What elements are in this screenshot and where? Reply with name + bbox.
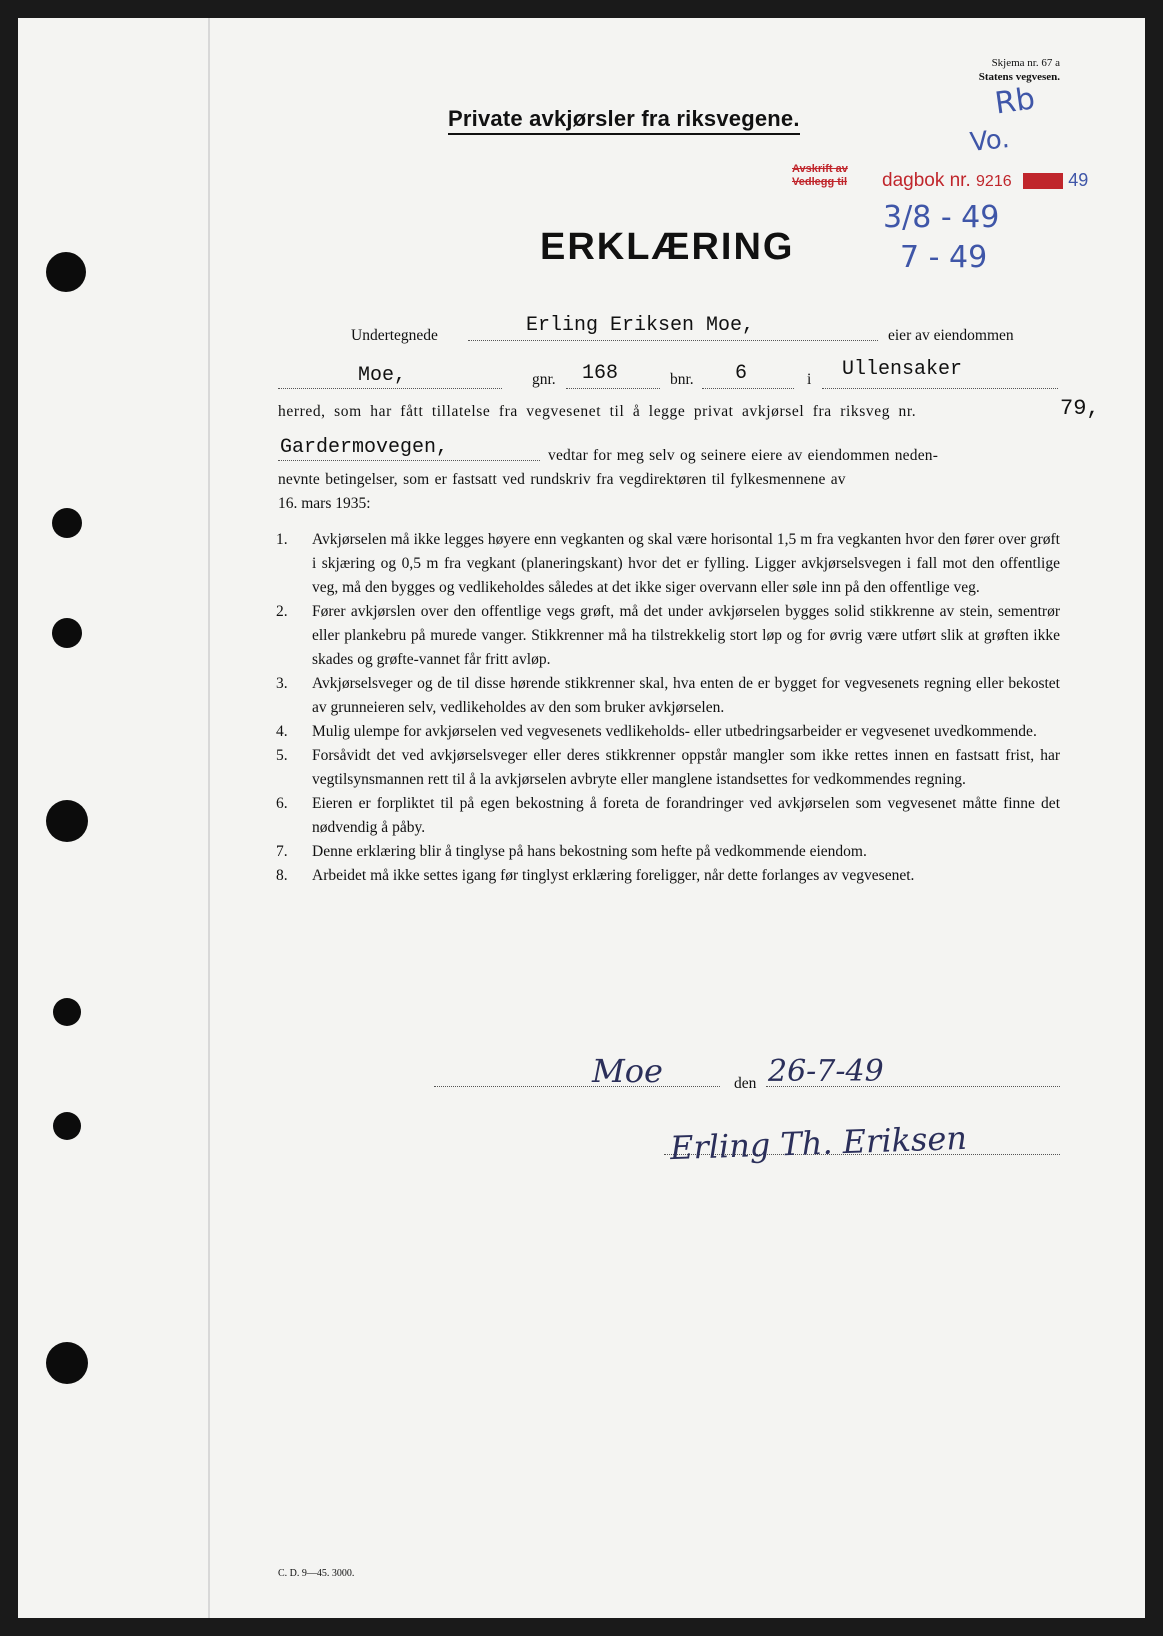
condition-item (276, 720, 1060, 744)
condition-text: Avkjørselen må ikke legges høyere enn vegkanten og skal være horisontal 1,5 m fra vegkanten hvor den fører over grøft i skjæring og 0,5 m fra vegkant (planeringskant) hvor det er fylling. Ligger avkjørselsvegen i fall mot den offentlige veg, må den bygges og vedlikeholdes således at det ikke siger overvann eller søle inn på den offentlige veg. (312, 531, 1060, 596)
road-name: Gardermovegen, (280, 436, 449, 459)
document-title: ERKLÆRING (540, 226, 795, 268)
header-title: Private avkjørsler fra riksvegene. (448, 106, 800, 135)
condition-text: Denne erklæring blir å tinglyse på hans bekostning som hefte på vedkommende eiendom. (312, 843, 867, 860)
continuation-line-2: 16. mars 1935: (278, 495, 371, 512)
condition-item (276, 528, 1060, 600)
condition-item (276, 600, 1060, 672)
i-label: i (807, 371, 812, 388)
signature-date: 26-7-49 (768, 1054, 884, 1089)
bnr-value: 6 (735, 362, 748, 385)
binder-hole (52, 508, 82, 538)
binder-hole (52, 618, 82, 648)
binder-hole (53, 1112, 81, 1140)
signature-place: Moe (592, 1052, 663, 1090)
condition-text: Mulig ulempe for avkjørselen ved vegvesenets vedlikeholds- eller utbedringsarbeider er vegvesenet uvedkommende. (312, 723, 1037, 740)
bnr-label: bnr. (670, 371, 694, 388)
owner-signature: Erling Th. Eriksen (669, 1118, 968, 1168)
binder-hole (53, 998, 81, 1026)
condition-number: 3. (276, 675, 288, 692)
stamp-journal-number: 9216 (976, 173, 1012, 190)
condition-number: 7. (276, 843, 288, 860)
municipality-value: Ullensaker (842, 358, 963, 381)
bnr-line (702, 368, 794, 389)
gnr-value: 168 (582, 362, 619, 385)
schema-number: Skjema nr. 67 a (991, 57, 1060, 69)
owner-name: Erling Eriksen Moe, (526, 314, 755, 337)
place-line (434, 1072, 720, 1087)
condition-item (276, 744, 1060, 792)
print-footer: C. D. 9—45. 3000. (278, 1568, 355, 1579)
property-name: Moe, (358, 364, 407, 387)
handwritten-date-2: 7 - 49 (900, 240, 988, 275)
binder-hole (46, 800, 88, 842)
handwritten-initials: Rb (992, 81, 1038, 122)
vedtar-text: vedtar for meg selv og seinere eiere av eiendommen neden- (548, 447, 939, 464)
binder-hole (46, 1342, 88, 1384)
stamp-journal (882, 170, 1088, 192)
schema-agency: Statens vegvesen. (978, 71, 1060, 83)
registry-stamp (792, 163, 848, 189)
condition-text: Forsåvidt det ved avkjørselsveger eller deres stikkrenner oppstår mangler som ikke rettes innen en fastsatt frist, har vegtilsynsmannen rett til å la avkjørselen avbryte eller manglene istandsettes for vedkommendes regning. (312, 747, 1060, 788)
gnr-label: gnr. (532, 371, 556, 388)
condition-text: Eieren er forpliktet til på egen bekostning å foreta de forandringer ved avkjørselen som vegvesenet måtte finne det nødvendig å påby. (312, 795, 1060, 836)
stamp-redaction (1023, 173, 1063, 189)
condition-text: Avkjørselsveger og de til disse hørende stikkrenner skal, hva enten de er bygget for vegvesenets regning eller bekostet av grunneieren selv, vedlikeholdes av den som bruker avkjørselen. (312, 675, 1060, 716)
condition-number: 5. (276, 747, 288, 764)
den-label: den (734, 1075, 757, 1092)
condition-item (276, 840, 1060, 864)
condition-text: Fører avkjørslen over den offentlige vegs grøft, må det under avkjørselen bygges solid stikkrenne av stein, sementrør eller plankebru på murede vanger. Stikkrenner må ha tilstrekkelig stort løp og for øvrig være utført slik at grøften ikke skades og grøfte-vannet får fritt avløp. (312, 603, 1060, 668)
margin-line (208, 18, 210, 1618)
eier-label: eier av eiendommen (888, 327, 1014, 344)
handwritten-abbreviation: Vo. (968, 124, 1011, 158)
handwritten-date-1: 3/8 - 49 (883, 200, 1000, 235)
condition-number: 1. (276, 531, 288, 548)
conditions-list (276, 528, 1060, 888)
herred-text: herred, som har fått tillatelse fra vegvesenet til å legge privat avkjørsel fra riksveg nr. (278, 403, 917, 420)
schema-note (900, 56, 1060, 84)
stamp-journal-year: 49 (1068, 170, 1089, 190)
condition-number: 8. (276, 867, 288, 884)
condition-number: 2. (276, 603, 288, 620)
binder-hole (46, 252, 86, 292)
continuation-line-1: nevnte betingelser, som er fastsatt ved rundskriv fra vegdirektøren til fylkesmennene av (278, 471, 846, 488)
undertegnede-label: Undertegnede (351, 327, 438, 344)
riksveg-number: 79, (1060, 396, 1100, 421)
condition-number: 4. (276, 723, 288, 740)
condition-number: 6. (276, 795, 288, 812)
stamp-attachment-label: Vedlegg til (792, 176, 848, 188)
stamp-journal-label: dagbok nr. (882, 170, 971, 191)
condition-item (276, 864, 1060, 888)
stamp-copy-label: Avskrift av (792, 163, 848, 175)
condition-item (276, 792, 1060, 840)
condition-text: Arbeidet må ikke settes igang før tinglyst erklæring foreligger, når dette forlanges av vegvesenet. (312, 867, 915, 884)
condition-item (276, 672, 1060, 720)
